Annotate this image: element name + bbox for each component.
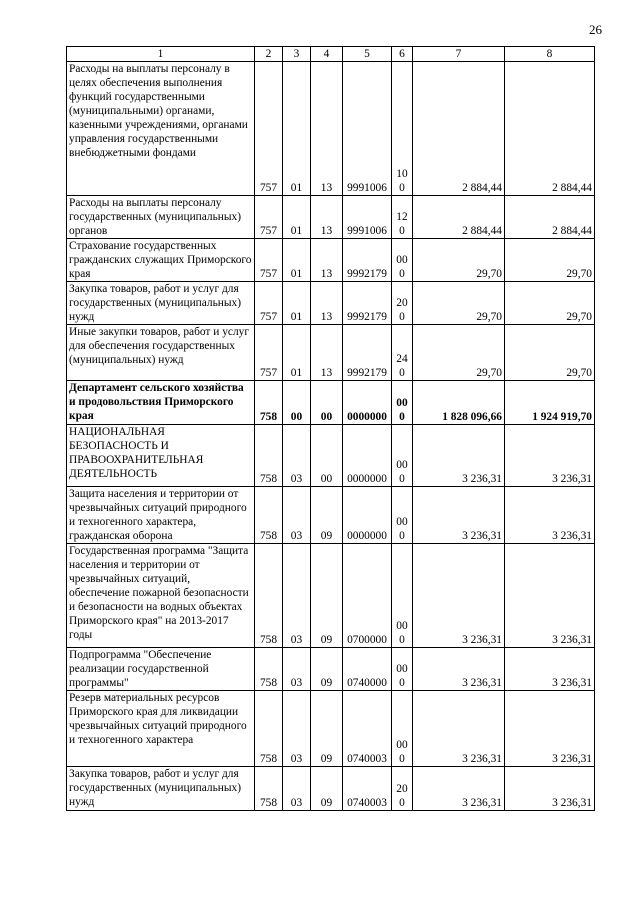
row-amount-8: 29,70 (505, 282, 595, 325)
row-expense-type: 000 (392, 691, 413, 767)
row-code-2: 758 (255, 691, 283, 767)
row-code-2: 758 (255, 544, 283, 648)
row-target-article: 0740003 (343, 691, 392, 767)
row-expense-type: 000 (392, 487, 413, 544)
row-amount-7: 3 236,31 (413, 767, 505, 811)
row-amount-8: 3 236,31 (505, 767, 595, 811)
row-code-2: 758 (255, 767, 283, 811)
row-code-2: 758 (255, 381, 283, 425)
table-row (67, 325, 595, 381)
row-code-2: 757 (255, 239, 283, 282)
row-code-4: 09 (311, 691, 343, 767)
row-code-3: 01 (283, 325, 311, 381)
row-amount-8: 29,70 (505, 325, 595, 381)
row-expense-type: 000 (392, 239, 413, 282)
row-amount-8: 29,70 (505, 239, 595, 282)
row-code-2: 758 (255, 487, 283, 544)
row-code-4: 13 (311, 196, 343, 239)
table-row (67, 544, 595, 648)
table-row (67, 767, 595, 811)
row-name: Подпрограмма "Обеспечение реализации государственной программы" (67, 648, 255, 691)
row-name: НАЦИОНАЛЬНАЯ БЕЗОПАСНОСТЬ И ПРАВООХРАНИТЕЛЬНАЯ ДЕЯТЕЛЬНОСТЬ (67, 425, 255, 487)
row-code-2: 757 (255, 282, 283, 325)
header-col-5: 5 (343, 47, 392, 62)
header-col-3: 3 (283, 47, 311, 62)
row-target-article: 0740003 (343, 767, 392, 811)
header-col-4: 4 (311, 47, 343, 62)
row-expense-type: 120 (392, 196, 413, 239)
row-target-article: 0740000 (343, 648, 392, 691)
header-col-7: 7 (413, 47, 505, 62)
row-code-2: 757 (255, 62, 283, 196)
header-row (67, 47, 595, 62)
row-amount-7: 29,70 (413, 325, 505, 381)
row-name: Расходы на выплаты персоналу в целях обеспечения выполнения функций государственными (муниципальными) органами, казенными учреждениями, органами управления государственными внебюджетными фондами (67, 62, 255, 196)
header-col-6: 6 (392, 47, 413, 62)
row-code-2: 758 (255, 648, 283, 691)
row-amount-7: 3 236,31 (413, 425, 505, 487)
budget-table (66, 46, 595, 811)
row-target-article: 0000000 (343, 381, 392, 425)
row-code-4: 00 (311, 381, 343, 425)
row-code-4: 09 (311, 648, 343, 691)
table-row (67, 196, 595, 239)
row-target-article: 9992179 (343, 282, 392, 325)
row-amount-8: 3 236,31 (505, 648, 595, 691)
row-code-4: 09 (311, 487, 343, 544)
row-code-3: 01 (283, 62, 311, 196)
row-expense-type: 000 (392, 648, 413, 691)
header-col-1: 1 (67, 47, 255, 62)
row-amount-8: 2 884,44 (505, 196, 595, 239)
row-code-2: 758 (255, 425, 283, 487)
row-amount-7: 3 236,31 (413, 648, 505, 691)
row-expense-type: 240 (392, 325, 413, 381)
row-amount-7: 29,70 (413, 282, 505, 325)
row-code-3: 01 (283, 239, 311, 282)
row-name: Расходы на выплаты персоналу государственных (муниципальных) органов (67, 196, 255, 239)
row-code-3: 03 (283, 425, 311, 487)
row-amount-7: 29,70 (413, 239, 505, 282)
table-row (67, 487, 595, 544)
row-code-3: 03 (283, 487, 311, 544)
header-col-2: 2 (255, 47, 283, 62)
table-row (67, 381, 595, 425)
row-code-3: 01 (283, 196, 311, 239)
row-code-4: 13 (311, 325, 343, 381)
row-name: Защита населения и территории от чрезвычайных ситуаций природного и техногенного характера, гражданская оборона (67, 487, 255, 544)
row-target-article: 9991006 (343, 62, 392, 196)
row-name: Государственная программа "Защита населения и территории от чрезвычайных ситуаций, обеспечение пожарной безопасности и безопасности на водных объектах Приморского края" на 2013-2017 годы (67, 544, 255, 648)
table-row (67, 239, 595, 282)
table-row (67, 691, 595, 767)
row-amount-7: 3 236,31 (413, 691, 505, 767)
row-code-4: 13 (311, 239, 343, 282)
row-amount-8: 3 236,31 (505, 544, 595, 648)
row-code-3: 03 (283, 691, 311, 767)
row-expense-type: 000 (392, 544, 413, 648)
row-code-2: 757 (255, 325, 283, 381)
row-name: Закупка товаров, работ и услуг для государственных (муниципальных) нужд (67, 767, 255, 811)
row-target-article: 9992179 (343, 239, 392, 282)
page-number: 26 (589, 22, 602, 37)
row-amount-7: 3 236,31 (413, 487, 505, 544)
row-target-article: 9991006 (343, 196, 392, 239)
row-amount-8: 3 236,31 (505, 691, 595, 767)
row-code-4: 00 (311, 425, 343, 487)
row-code-4: 09 (311, 544, 343, 648)
row-expense-type: 000 (392, 425, 413, 487)
row-code-4: 13 (311, 62, 343, 196)
table-row (67, 648, 595, 691)
row-code-4: 13 (311, 282, 343, 325)
table-row (67, 425, 595, 487)
row-name: Закупка товаров, работ и услуг для государственных (муниципальных) нужд (67, 282, 255, 325)
row-amount-7: 2 884,44 (413, 62, 505, 196)
row-expense-type: 200 (392, 282, 413, 325)
row-amount-7: 3 236,31 (413, 544, 505, 648)
row-code-4: 09 (311, 767, 343, 811)
row-expense-type: 200 (392, 767, 413, 811)
row-amount-8: 1 924 919,70 (505, 381, 595, 425)
row-target-article: 0700000 (343, 544, 392, 648)
row-amount-7: 2 884,44 (413, 196, 505, 239)
row-expense-type: 100 (392, 62, 413, 196)
row-target-article: 0000000 (343, 425, 392, 487)
row-code-3: 03 (283, 544, 311, 648)
table-row (67, 282, 595, 325)
row-code-3: 03 (283, 648, 311, 691)
row-amount-7: 1 828 096,66 (413, 381, 505, 425)
row-amount-8: 3 236,31 (505, 425, 595, 487)
table-row (67, 62, 595, 196)
row-name: Резерв материальных ресурсов Приморского края для ликвидации чрезвычайных ситуаций природного и техногенного характера (67, 691, 255, 767)
row-name: Страхование государственных гражданских служащих Приморского края (67, 239, 255, 282)
header-col-8: 8 (505, 47, 595, 62)
row-code-2: 757 (255, 196, 283, 239)
row-code-3: 03 (283, 767, 311, 811)
row-target-article: 9992179 (343, 325, 392, 381)
row-target-article: 0000000 (343, 487, 392, 544)
row-code-3: 00 (283, 381, 311, 425)
row-name: Иные закупки товаров, работ и услуг для обеспечения государственных (муниципальных) нужд (67, 325, 255, 381)
row-amount-8: 3 236,31 (505, 487, 595, 544)
row-name: Департамент сельского хозяйства и продовольствия Приморского края (67, 381, 255, 425)
row-code-3: 01 (283, 282, 311, 325)
row-expense-type: 000 (392, 381, 413, 425)
row-amount-8: 2 884,44 (505, 62, 595, 196)
